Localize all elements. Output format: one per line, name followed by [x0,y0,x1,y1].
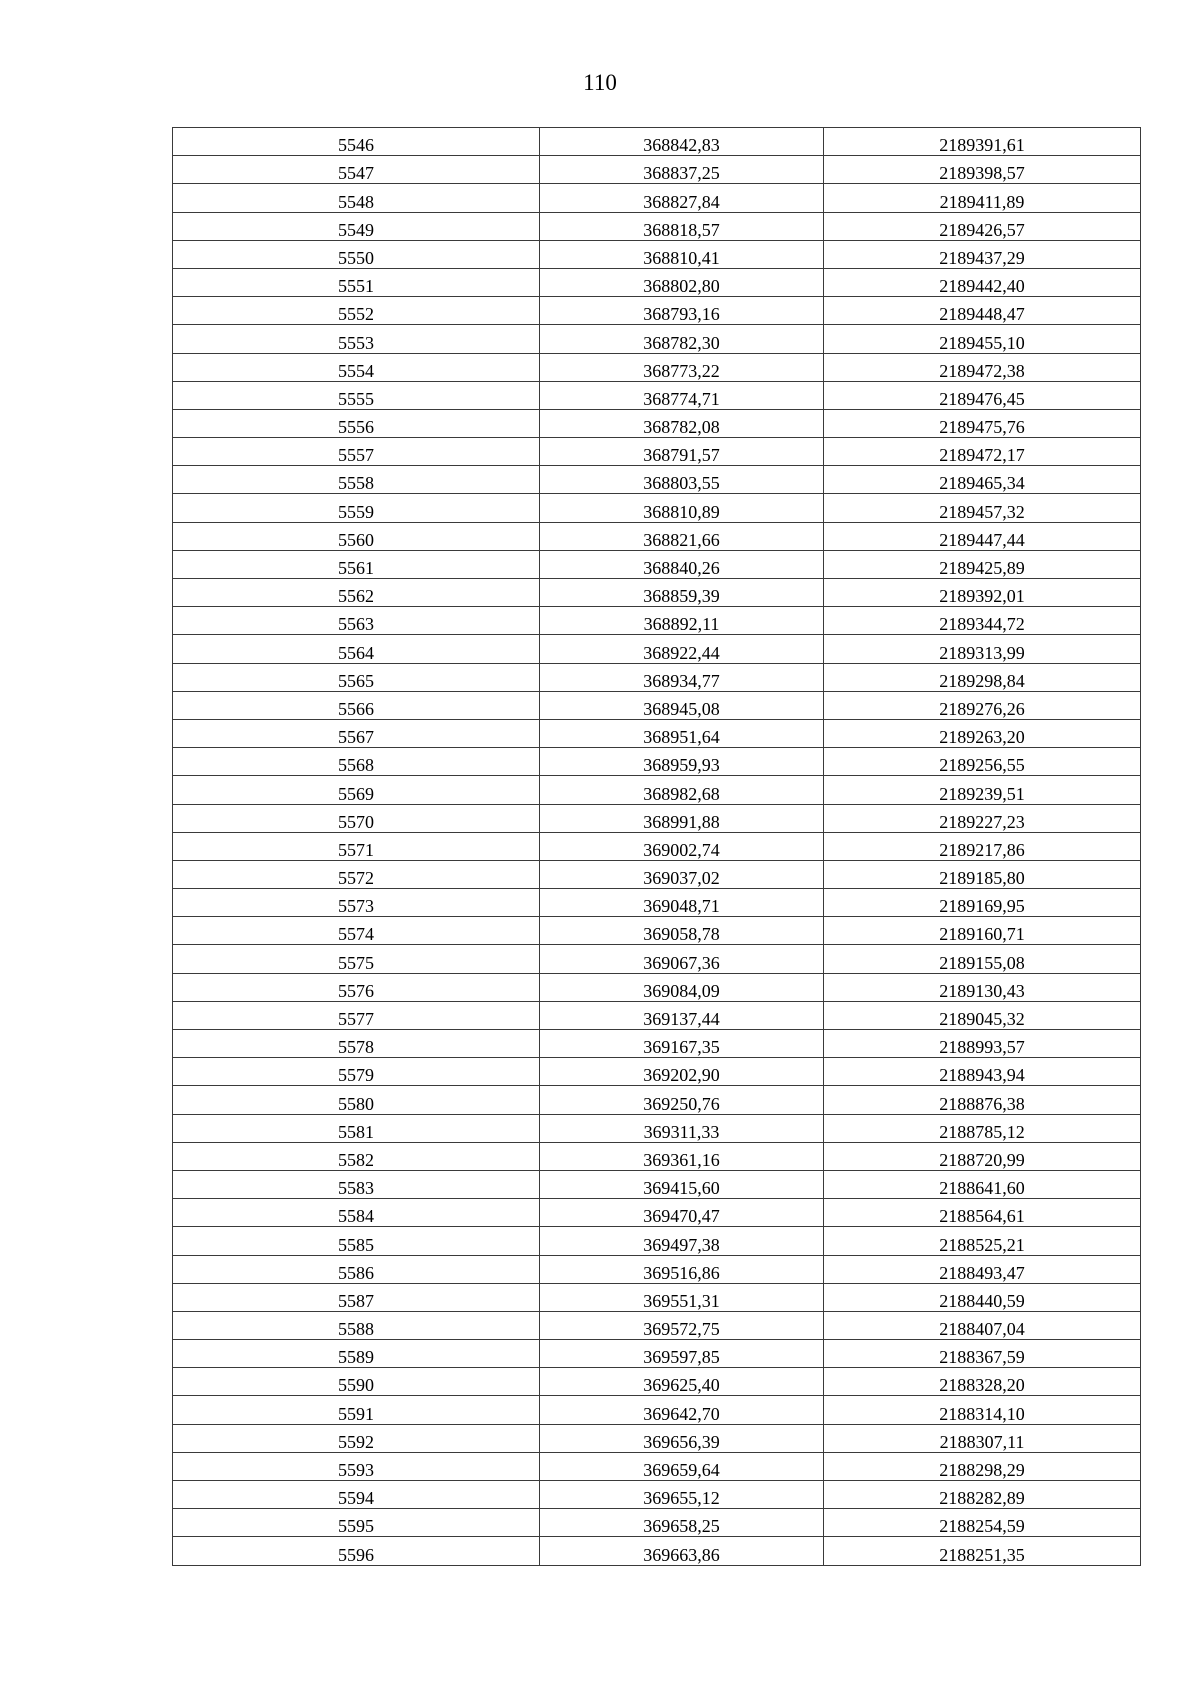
x-coordinate-cell: 368991,88 [540,804,824,832]
y-coordinate-cell: 2189256,55 [824,748,1141,776]
point-number-cell: 5593 [173,1452,540,1480]
point-number-cell: 5558 [173,466,540,494]
x-coordinate-cell: 369642,70 [540,1396,824,1424]
table-row [173,804,1141,832]
point-number-cell: 5579 [173,1058,540,1086]
y-coordinate-cell: 2189227,23 [824,804,1141,832]
point-number-cell: 5555 [173,381,540,409]
table-row [173,1030,1141,1058]
x-coordinate-cell: 369551,31 [540,1283,824,1311]
x-coordinate-cell: 368821,66 [540,522,824,550]
point-number-cell: 5589 [173,1340,540,1368]
table-row [173,184,1141,212]
y-coordinate-cell: 2189185,80 [824,860,1141,888]
table-row [173,1001,1141,1029]
y-coordinate-cell: 2188785,12 [824,1114,1141,1142]
table-row [173,1424,1141,1452]
table-row [173,973,1141,1001]
y-coordinate-cell: 2189448,47 [824,297,1141,325]
x-coordinate-cell: 369058,78 [540,917,824,945]
y-coordinate-cell: 2188641,60 [824,1170,1141,1198]
point-number-cell: 5546 [173,128,540,156]
x-coordinate-cell: 369597,85 [540,1340,824,1368]
table-row [173,635,1141,663]
x-coordinate-cell: 369202,90 [540,1058,824,1086]
point-number-cell: 5557 [173,438,540,466]
point-number-cell: 5571 [173,832,540,860]
y-coordinate-cell: 2189447,44 [824,522,1141,550]
x-coordinate-cell: 369659,64 [540,1452,824,1480]
point-number-cell: 5595 [173,1509,540,1537]
table-row [173,1452,1141,1480]
point-number-cell: 5569 [173,776,540,804]
point-number-cell: 5547 [173,156,540,184]
point-number-cell: 5577 [173,1001,540,1029]
x-coordinate-cell: 369048,71 [540,889,824,917]
point-number-cell: 5565 [173,663,540,691]
y-coordinate-cell: 2188493,47 [824,1255,1141,1283]
point-number-cell: 5578 [173,1030,540,1058]
table-row [173,1086,1141,1114]
table-row [173,466,1141,494]
y-coordinate-cell: 2189045,32 [824,1001,1141,1029]
table-row [173,579,1141,607]
x-coordinate-cell: 369656,39 [540,1424,824,1452]
table-row [173,240,1141,268]
y-coordinate-cell: 2189425,89 [824,550,1141,578]
table-row [173,889,1141,917]
y-coordinate-cell: 2189298,84 [824,663,1141,691]
table-row [173,1142,1141,1170]
table-row [173,748,1141,776]
point-number-cell: 5559 [173,494,540,522]
y-coordinate-cell: 2189472,38 [824,353,1141,381]
x-coordinate-cell: 369250,76 [540,1086,824,1114]
y-coordinate-cell: 2188367,59 [824,1340,1141,1368]
y-coordinate-cell: 2188282,89 [824,1481,1141,1509]
point-number-cell: 5590 [173,1368,540,1396]
x-coordinate-cell: 368842,83 [540,128,824,156]
x-coordinate-cell: 368810,41 [540,240,824,268]
y-coordinate-cell: 2188407,04 [824,1311,1141,1339]
y-coordinate-cell: 2189411,89 [824,184,1141,212]
table-row [173,522,1141,550]
y-coordinate-cell: 2188328,20 [824,1368,1141,1396]
point-number-cell: 5576 [173,973,540,1001]
y-coordinate-cell: 2188525,21 [824,1227,1141,1255]
x-coordinate-cell: 368782,30 [540,325,824,353]
x-coordinate-cell: 368803,55 [540,466,824,494]
point-number-cell: 5568 [173,748,540,776]
x-coordinate-cell: 368793,16 [540,297,824,325]
table-row [173,1227,1141,1255]
y-coordinate-cell: 2189398,57 [824,156,1141,184]
table-row [173,550,1141,578]
y-coordinate-cell: 2189391,61 [824,128,1141,156]
x-coordinate-cell: 369658,25 [540,1509,824,1537]
point-number-cell: 5549 [173,212,540,240]
point-number-cell: 5560 [173,522,540,550]
x-coordinate-cell: 369415,60 [540,1170,824,1198]
table-row [173,381,1141,409]
table-row [173,1537,1141,1565]
y-coordinate-cell: 2188251,35 [824,1537,1141,1565]
x-coordinate-cell: 368934,77 [540,663,824,691]
x-coordinate-cell: 369516,86 [540,1255,824,1283]
x-coordinate-cell: 368840,26 [540,550,824,578]
table-row [173,1199,1141,1227]
table-row [173,832,1141,860]
point-number-cell: 5591 [173,1396,540,1424]
y-coordinate-cell: 2189437,29 [824,240,1141,268]
table-row [173,691,1141,719]
y-coordinate-cell: 2189344,72 [824,607,1141,635]
table-row [173,1368,1141,1396]
x-coordinate-cell: 368774,71 [540,381,824,409]
x-coordinate-cell: 369655,12 [540,1481,824,1509]
table-row [173,409,1141,437]
x-coordinate-cell: 369167,35 [540,1030,824,1058]
page-number: 110 [583,70,617,95]
y-coordinate-cell: 2189160,71 [824,917,1141,945]
x-coordinate-cell: 368892,11 [540,607,824,635]
x-coordinate-cell: 368810,89 [540,494,824,522]
y-coordinate-cell: 2188314,10 [824,1396,1141,1424]
table-row [173,438,1141,466]
point-number-cell: 5572 [173,860,540,888]
table-row [173,607,1141,635]
point-number-cell: 5581 [173,1114,540,1142]
table-row [173,1311,1141,1339]
y-coordinate-cell: 2188943,94 [824,1058,1141,1086]
y-coordinate-cell: 2189475,76 [824,409,1141,437]
point-number-cell: 5573 [173,889,540,917]
x-coordinate-cell: 368959,93 [540,748,824,776]
table-row [173,776,1141,804]
point-number-cell: 5548 [173,184,540,212]
y-coordinate-cell: 2189130,43 [824,973,1141,1001]
y-coordinate-cell: 2188254,59 [824,1509,1141,1537]
point-number-cell: 5596 [173,1537,540,1565]
point-number-cell: 5553 [173,325,540,353]
table-row [173,268,1141,296]
table-row [173,1509,1141,1537]
x-coordinate-cell: 369625,40 [540,1368,824,1396]
table-row [173,860,1141,888]
point-number-cell: 5575 [173,945,540,973]
point-number-cell: 5562 [173,579,540,607]
point-number-cell: 5574 [173,917,540,945]
x-coordinate-cell: 368859,39 [540,579,824,607]
x-coordinate-cell: 369067,36 [540,945,824,973]
y-coordinate-cell: 2189472,17 [824,438,1141,466]
x-coordinate-cell: 369137,44 [540,1001,824,1029]
x-coordinate-cell: 369572,75 [540,1311,824,1339]
table-row [173,128,1141,156]
table-row [173,1058,1141,1086]
y-coordinate-cell: 2189476,45 [824,381,1141,409]
table-row [173,353,1141,381]
table-row [173,719,1141,747]
point-number-cell: 5580 [173,1086,540,1114]
table-row [173,1340,1141,1368]
y-coordinate-cell: 2189169,95 [824,889,1141,917]
x-coordinate-cell: 368945,08 [540,691,824,719]
point-number-cell: 5592 [173,1424,540,1452]
y-coordinate-cell: 2189392,01 [824,579,1141,607]
y-coordinate-cell: 2189239,51 [824,776,1141,804]
point-number-cell: 5566 [173,691,540,719]
table-row [173,663,1141,691]
point-number-cell: 5570 [173,804,540,832]
point-number-cell: 5567 [173,719,540,747]
y-coordinate-cell: 2188564,61 [824,1199,1141,1227]
table-row [173,1114,1141,1142]
x-coordinate-cell: 368791,57 [540,438,824,466]
x-coordinate-cell: 369037,02 [540,860,824,888]
point-number-cell: 5594 [173,1481,540,1509]
table-row [173,494,1141,522]
y-coordinate-cell: 2189313,99 [824,635,1141,663]
point-number-cell: 5563 [173,607,540,635]
point-number-cell: 5587 [173,1283,540,1311]
point-number-cell: 5552 [173,297,540,325]
point-number-cell: 5583 [173,1170,540,1198]
table-row [173,297,1141,325]
table-row [173,212,1141,240]
y-coordinate-cell: 2189442,40 [824,268,1141,296]
x-coordinate-cell: 369002,74 [540,832,824,860]
point-number-cell: 5554 [173,353,540,381]
x-coordinate-cell: 369311,33 [540,1114,824,1142]
x-coordinate-cell: 368818,57 [540,212,824,240]
point-number-cell: 5550 [173,240,540,268]
y-coordinate-cell: 2188876,38 [824,1086,1141,1114]
table-row [173,1481,1141,1509]
y-coordinate-cell: 2188993,57 [824,1030,1141,1058]
table-row [173,1255,1141,1283]
y-coordinate-cell: 2188720,99 [824,1142,1141,1170]
x-coordinate-cell: 368922,44 [540,635,824,663]
coordinates-table-body [173,128,1141,1566]
x-coordinate-cell: 369361,16 [540,1142,824,1170]
x-coordinate-cell: 369470,47 [540,1199,824,1227]
table-row [173,917,1141,945]
x-coordinate-cell: 368951,64 [540,719,824,747]
x-coordinate-cell: 368773,22 [540,353,824,381]
point-number-cell: 5588 [173,1311,540,1339]
y-coordinate-cell: 2189217,86 [824,832,1141,860]
table-row [173,1170,1141,1198]
y-coordinate-cell: 2189457,32 [824,494,1141,522]
y-coordinate-cell: 2189426,57 [824,212,1141,240]
y-coordinate-cell: 2188298,29 [824,1452,1141,1480]
point-number-cell: 5585 [173,1227,540,1255]
x-coordinate-cell: 368982,68 [540,776,824,804]
point-number-cell: 5586 [173,1255,540,1283]
x-coordinate-cell: 369084,09 [540,973,824,1001]
x-coordinate-cell: 369663,86 [540,1537,824,1565]
point-number-cell: 5584 [173,1199,540,1227]
x-coordinate-cell: 369497,38 [540,1227,824,1255]
x-coordinate-cell: 368837,25 [540,156,824,184]
point-number-cell: 5551 [173,268,540,296]
table-row [173,325,1141,353]
x-coordinate-cell: 368782,08 [540,409,824,437]
table-row [173,1396,1141,1424]
y-coordinate-cell: 2188307,11 [824,1424,1141,1452]
table-row [173,945,1141,973]
table-row [173,1283,1141,1311]
y-coordinate-cell: 2189263,20 [824,719,1141,747]
y-coordinate-cell: 2189276,26 [824,691,1141,719]
x-coordinate-cell: 368802,80 [540,268,824,296]
point-number-cell: 5556 [173,409,540,437]
x-coordinate-cell: 368827,84 [540,184,824,212]
coordinates-table [172,127,1141,1566]
point-number-cell: 5561 [173,550,540,578]
y-coordinate-cell: 2189465,34 [824,466,1141,494]
table-row [173,156,1141,184]
y-coordinate-cell: 2189455,10 [824,325,1141,353]
y-coordinate-cell: 2188440,59 [824,1283,1141,1311]
point-number-cell: 5564 [173,635,540,663]
y-coordinate-cell: 2189155,08 [824,945,1141,973]
point-number-cell: 5582 [173,1142,540,1170]
